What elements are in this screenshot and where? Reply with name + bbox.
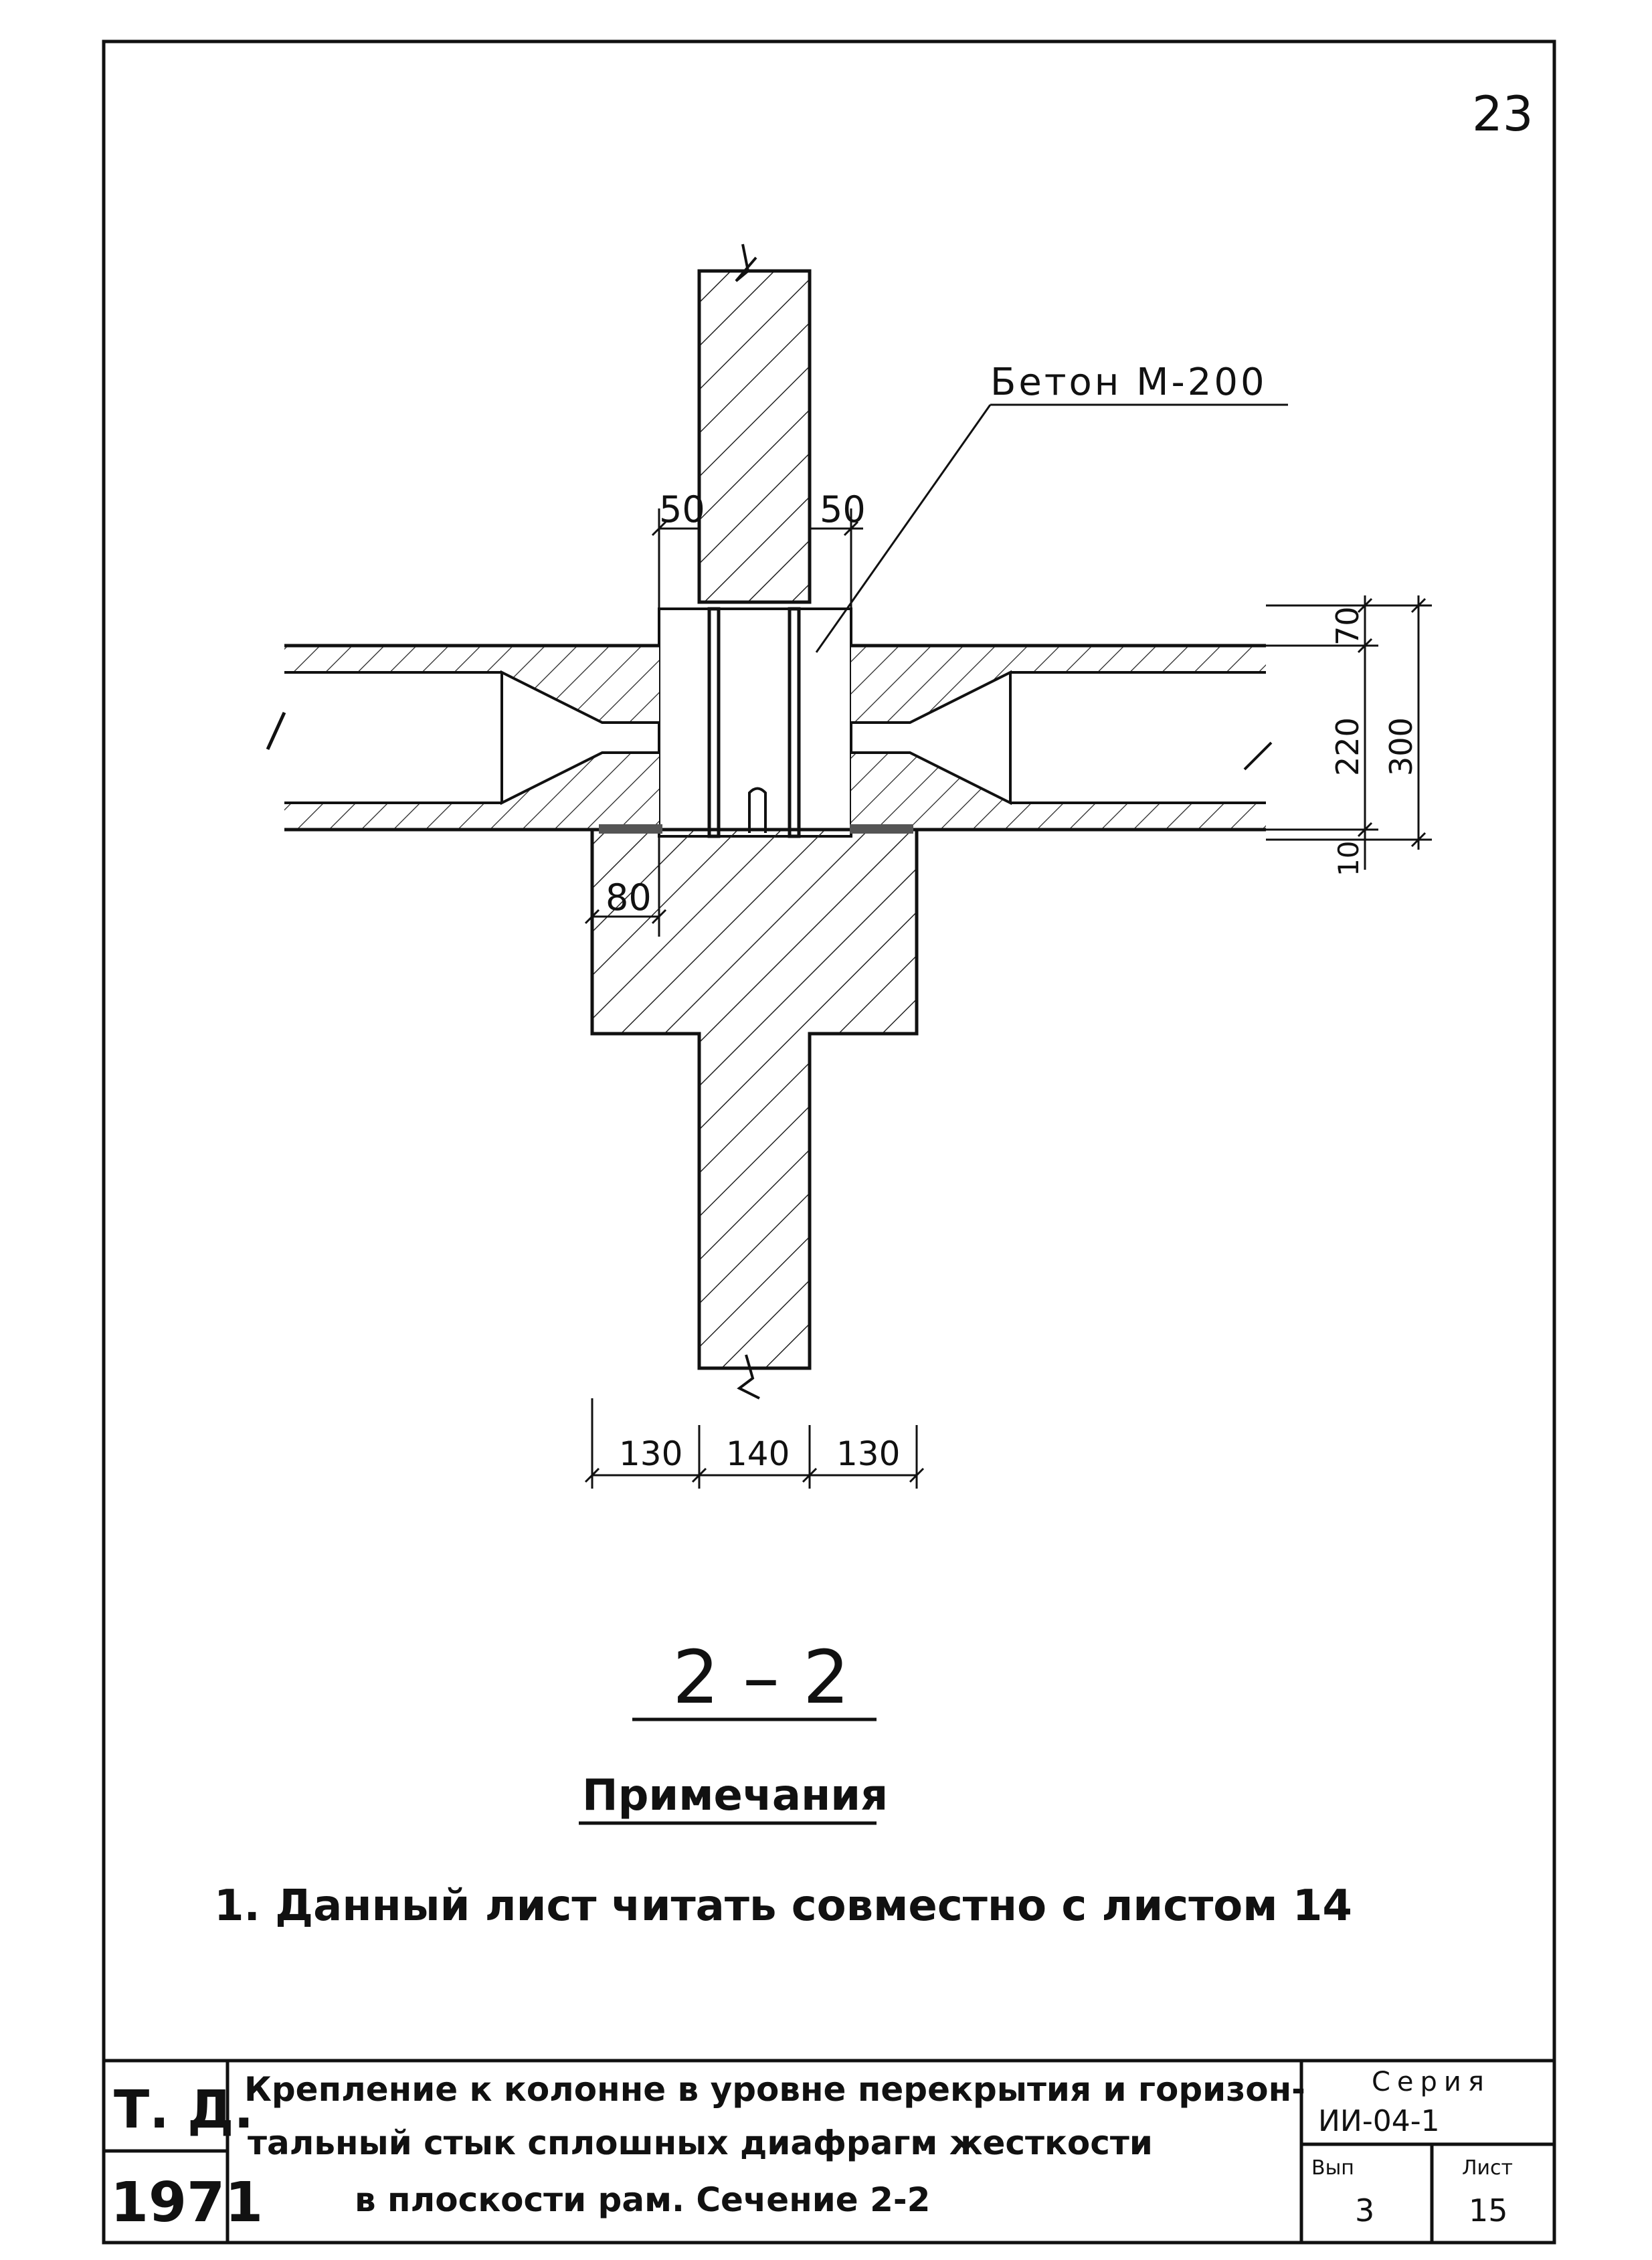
title-year: 1971 (110, 2171, 264, 2235)
dim-top-left-gap: 50 (659, 488, 705, 531)
section-title: 2 – 2 (672, 1634, 850, 1720)
title-line-2: тальный стык сплошных диафрагм жесткости (248, 2124, 1153, 2162)
dim-bottom-mid: 140 (726, 1434, 790, 1473)
section-drawing (268, 244, 1432, 1489)
joint-plate-left (709, 609, 719, 836)
dim-right-top: 70 (1329, 606, 1366, 646)
sheet-label: Лист (1462, 2156, 1513, 2180)
leveling-pad (599, 824, 662, 834)
concrete-label-leader (816, 405, 1288, 652)
dim-right-bot: 10 (1332, 840, 1365, 876)
series-label: Серия (1372, 2067, 1491, 2097)
issue-value: 3 (1355, 2192, 1375, 2229)
sheet-value: 15 (1469, 2192, 1508, 2229)
upper-column (699, 271, 810, 602)
dim-bottom-left: 130 (619, 1434, 683, 1473)
dim-bottom-right: 130 (836, 1434, 901, 1473)
note-item: 1. Данный лист читать совместно с листом 14 (214, 1881, 1352, 1931)
left-floor-slab (268, 646, 659, 830)
notes-heading: Примечания (582, 1771, 889, 1820)
right-floor-slab (851, 646, 1271, 830)
concrete-label: Бетон М-200 (990, 361, 1267, 404)
joint-plate-right (790, 609, 799, 836)
dim-right-total: 300 (1383, 717, 1419, 776)
dim-cap-overhang-label: 80 (606, 876, 652, 919)
series-value: ИИ-04-1 (1318, 2104, 1440, 2138)
title-org: Т. Д. (114, 2080, 254, 2140)
leveling-pad (850, 824, 913, 834)
dim-top-right-gap: 50 (820, 488, 866, 531)
dim-right-mid: 220 (1329, 717, 1366, 776)
title-line-3: в плоскости рам. Сечение 2-2 (355, 2180, 931, 2219)
title-line-1: Крепление к колонне в уровне перекрытия и горизон- (244, 2070, 1305, 2109)
page-number: 23 (1472, 86, 1534, 142)
issue-label: Вып (1311, 2156, 1354, 2180)
